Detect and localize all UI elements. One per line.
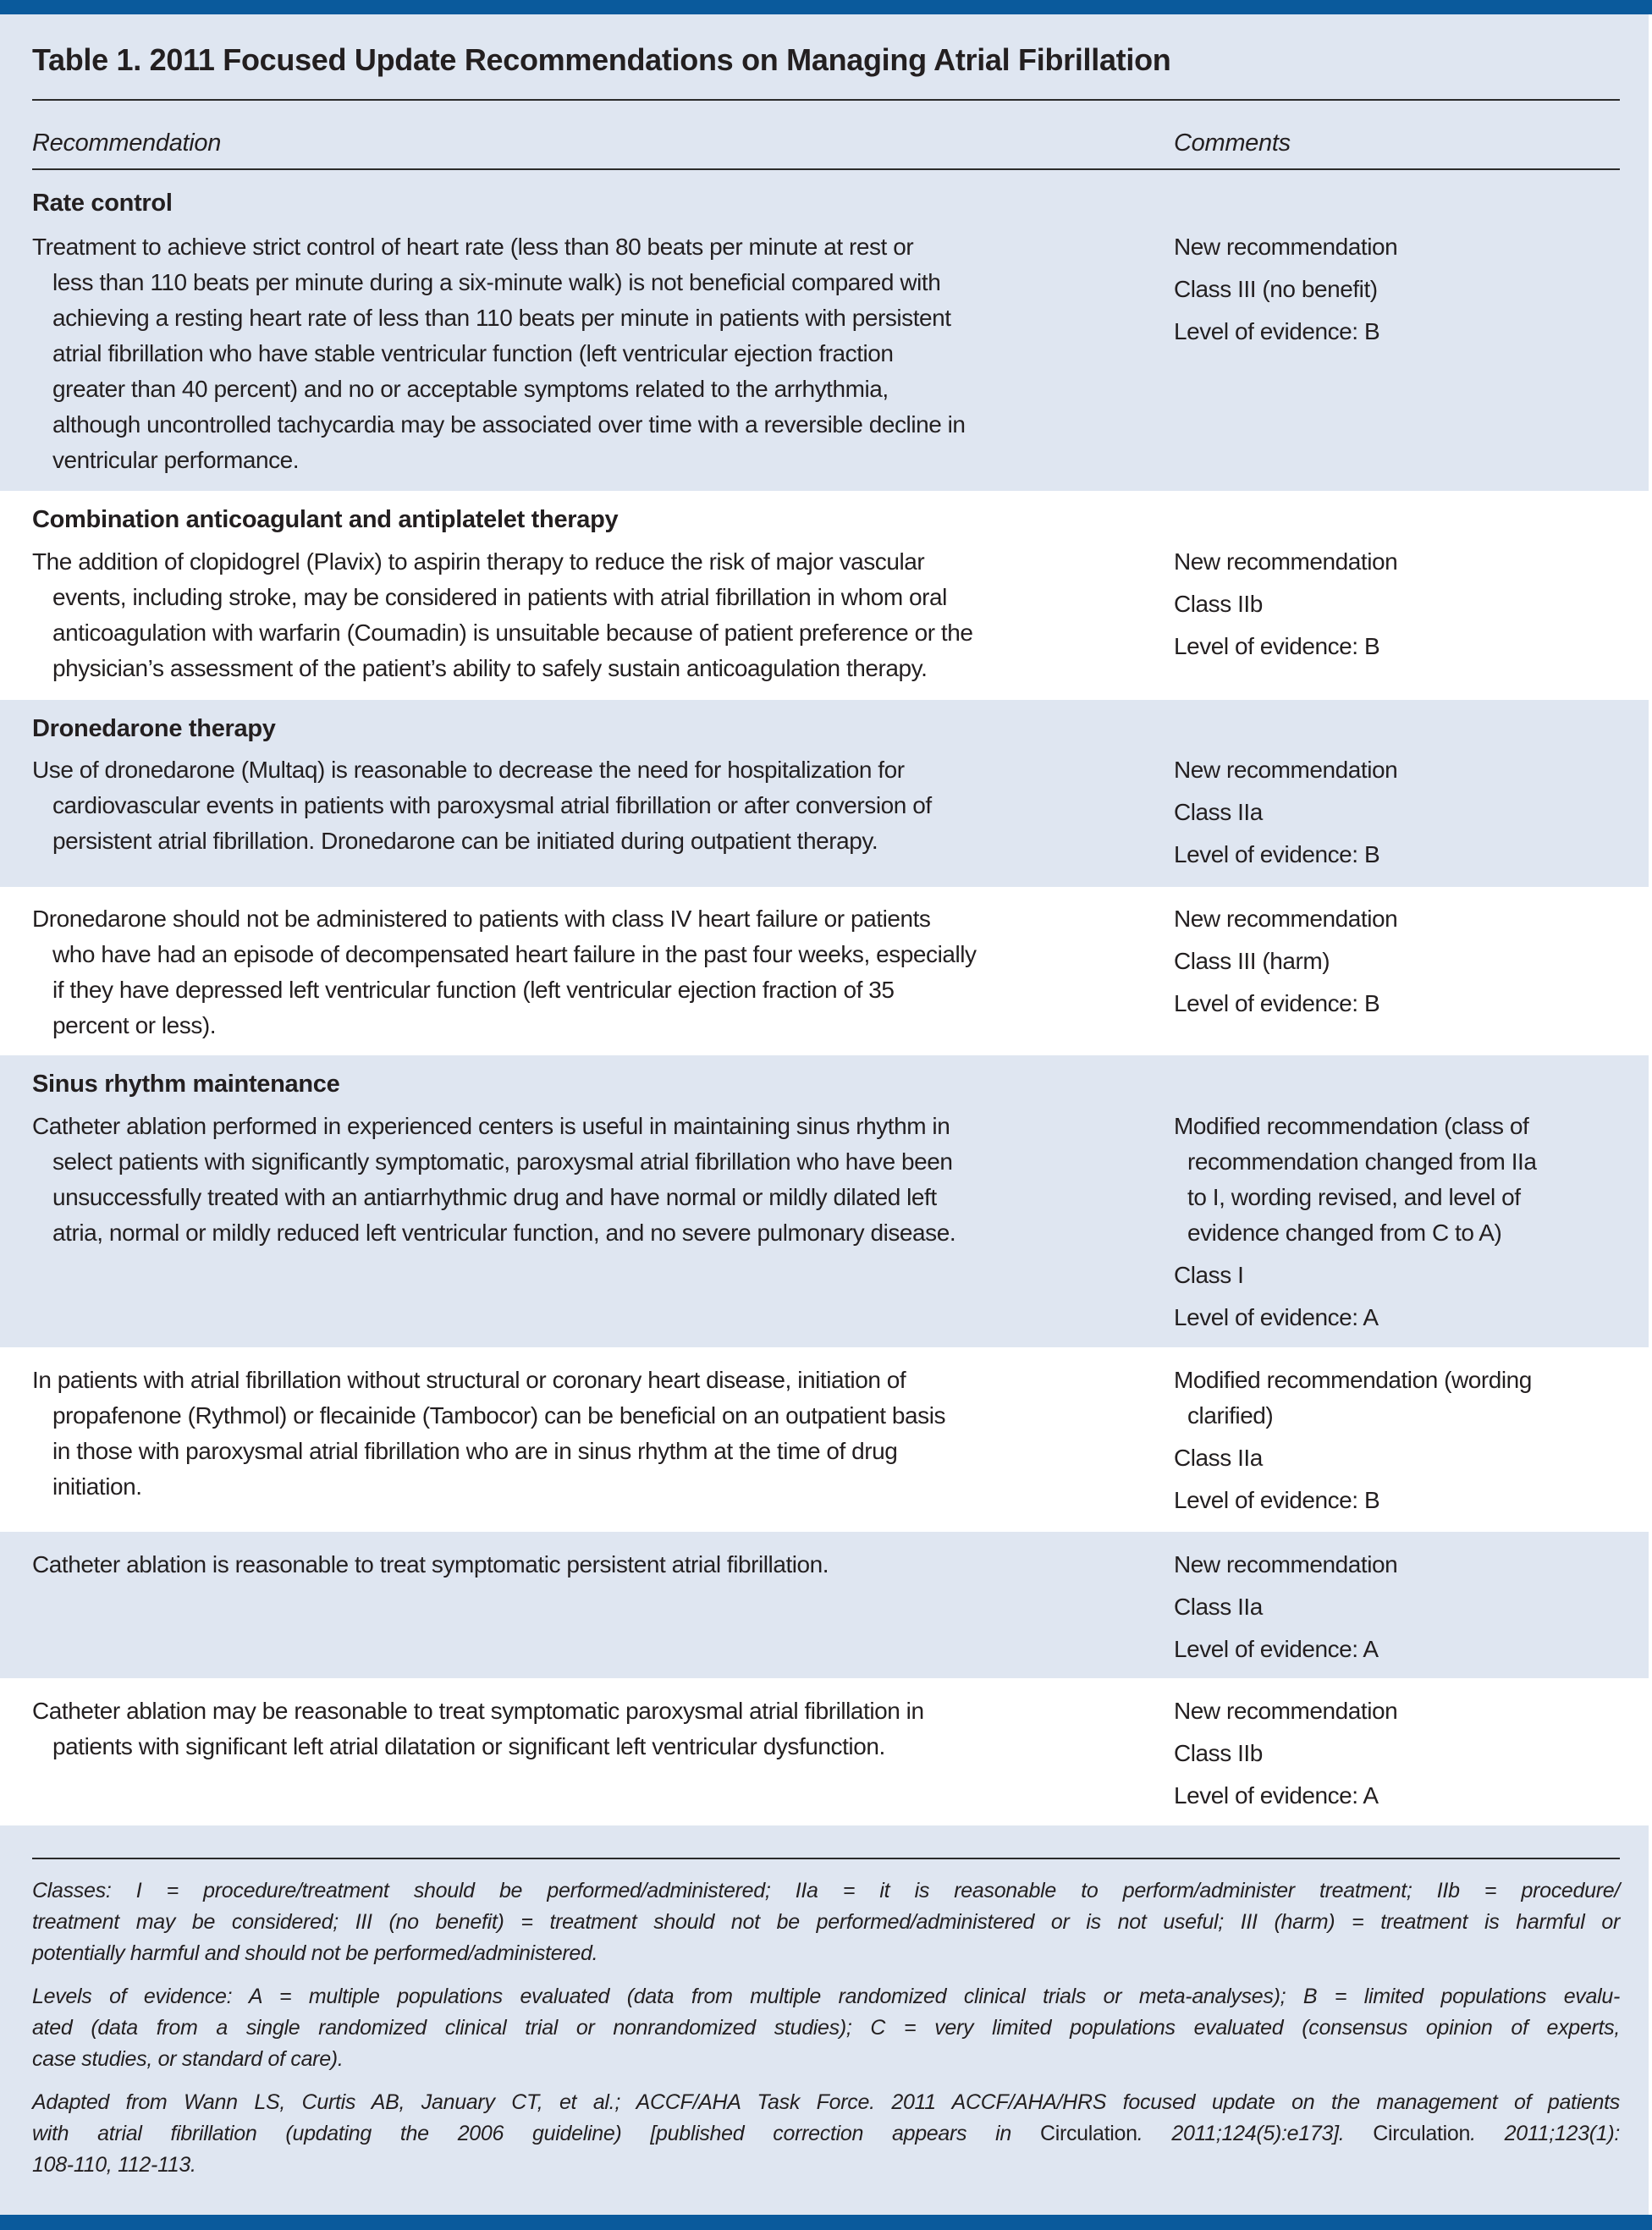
comment-status <box>1174 1547 1614 1583</box>
footnote-rule <box>32 1858 1620 1859</box>
comment-line: Level of evidence: A <box>1174 1782 1379 1809</box>
comment-class <box>1174 1736 1614 1771</box>
recommendation-line: In patients with atrial fibrillation without structural or coronary heart disease, initiation of <box>32 1367 906 1393</box>
comment-line: Modified recommendation (class of <box>1174 1113 1529 1139</box>
recommendation-cell <box>32 752 1132 859</box>
comments-cell <box>1174 1109 1614 1342</box>
comment-evidence-level <box>1174 837 1614 873</box>
comment-line: Class IIa <box>1174 1445 1263 1471</box>
comment-line: Class III (no benefit) <box>1174 276 1378 302</box>
comment-status <box>1174 752 1614 788</box>
recommendation-cell <box>32 544 1132 686</box>
recommendation-line: Catheter ablation is reasonable to treat symptomatic persistent atrial fibrillation. <box>32 1551 829 1578</box>
footnote-line: Levels of evidence: A = multiple populations evaluated (data from multiple randomized clinical trials or meta-analyses); B = limited populations evalu- <box>32 1985 1620 2008</box>
recommendation-line: persistent atrial fibrillation. Dronedarone can be initiated during outpatient therapy. <box>52 828 878 854</box>
recommendation-line: Dronedarone should not be administered to patients with class IV heart failure or patients <box>32 906 931 932</box>
comment-line: New recommendation <box>1174 906 1398 932</box>
header-rule <box>32 168 1620 170</box>
source-text: with atrial fibrillation (updating the 2006 guideline) [published correction appears in <box>32 2122 1040 2145</box>
footnote-line: Adapted from Wann LS, Curtis AB, January CT, et al.; ACCF/AHA Task Force. 2011 ACCF/AHA/HRS focused update on the management of patients <box>32 2090 1620 2114</box>
comments-cell <box>1174 901 1614 1028</box>
footnote-line: case studies, or standard of care). <box>32 2047 344 2071</box>
comment-line: Class I <box>1174 1262 1244 1288</box>
footnote-levels <box>32 1981 1620 2075</box>
comment-status <box>1174 1109 1614 1251</box>
comment-line: New recommendation <box>1174 234 1398 260</box>
section-title-rate-control: Rate control <box>32 190 173 217</box>
comments-cell <box>1174 544 1614 671</box>
footnote-line: Classes: I = procedure/treatment should be performed/administered; IIa = it is reasonable to perform/administer treatment; IIb = procedure/ <box>32 1879 1620 1902</box>
comment-status <box>1174 544 1614 580</box>
comment-status <box>1174 1363 1614 1434</box>
footnote-line: ated (data from a single randomized clinical trial or nonrandomized studies); C = very limited populations evaluated (consensus opinion of experts, <box>32 2016 1620 2040</box>
comment-status <box>1174 229 1614 265</box>
column-header-comments: Comments <box>1174 129 1291 157</box>
recommendation-line: ventricular performance. <box>52 447 300 473</box>
journal-name: Circulation <box>1039 2122 1137 2145</box>
footnote-line <box>32 2118 1620 2150</box>
comment-line: Class III (harm) <box>1174 948 1330 974</box>
comments-cell <box>1174 1363 1614 1525</box>
comment-class <box>1174 795 1614 830</box>
recommendation-line: select patients with significantly symptomatic, paroxysmal atrial fibrillation who have been <box>52 1148 953 1175</box>
comment-line: Level of evidence: B <box>1174 633 1380 659</box>
recommendation-cell <box>32 1109 1132 1251</box>
comment-line: Class IIa <box>1174 1594 1263 1620</box>
recommendation-line: atrial fibrillation who have stable ventricular function (left ventricular ejection fraction <box>52 340 894 366</box>
recommendation-line: less than 110 beats per minute during a six-minute walk) is not beneficial compared with <box>52 269 941 295</box>
comment-line: Level of evidence: A <box>1174 1636 1379 1662</box>
comment-class <box>1174 1440 1614 1476</box>
comment-line: New recommendation <box>1174 548 1398 575</box>
comment-evidence-level <box>1174 1778 1614 1814</box>
comment-line: evidence changed from C to A) <box>1187 1220 1502 1246</box>
comment-line: Class IIb <box>1174 591 1263 617</box>
comment-line: Level of evidence: B <box>1174 990 1380 1016</box>
comments-cell <box>1174 1693 1614 1820</box>
comment-line: Level of evidence: B <box>1174 841 1380 867</box>
comment-line: New recommendation <box>1174 1551 1398 1578</box>
comment-evidence-level <box>1174 986 1614 1021</box>
comment-evidence-level <box>1174 314 1614 350</box>
recommendation-line: patients with significant left atrial dilatation or significant left ventricular dysfunction. <box>52 1733 885 1759</box>
recommendation-line: Catheter ablation may be reasonable to treat symptomatic paroxysmal atrial fibrillation in <box>32 1698 924 1724</box>
comment-evidence-level <box>1174 629 1614 664</box>
recommendation-line: cardiovascular events in patients with paroxysmal atrial fibrillation or after conversion of <box>52 792 932 818</box>
comment-line: Level of evidence: B <box>1174 1487 1380 1513</box>
bottom-accent-bar <box>0 2215 1652 2230</box>
footnote-line: potentially harmful and should not be performed/administered. <box>32 1941 598 1965</box>
comment-evidence-level <box>1174 1300 1614 1335</box>
column-header-recommendation: Recommendation <box>32 129 222 157</box>
recommendation-cell <box>32 1547 1132 1583</box>
footnote-classes <box>32 1875 1620 1969</box>
source-text: . 2011;123(1): <box>1470 2122 1621 2145</box>
title-rule <box>32 99 1620 101</box>
comment-evidence-level <box>1174 1483 1614 1518</box>
recommendation-line: events, including stroke, may be considered in patients with atrial fibrillation in whom oral <box>52 584 947 610</box>
comments-cell <box>1174 752 1614 879</box>
top-accent-bar <box>0 0 1652 14</box>
comment-class <box>1174 1589 1614 1625</box>
recommendation-cell <box>32 1693 1132 1765</box>
recommendation-line: if they have depressed left ventricular function (left ventricular ejection fraction of 35 <box>52 977 895 1003</box>
recommendation-line: who have had an episode of decompensated heart failure in the past four weeks, especially <box>52 941 977 967</box>
source-text: . 2011;124(5):e173]. <box>1137 2122 1374 2145</box>
recommendation-line: unsuccessfully treated with an antiarrhythmic drug and have normal or mildly dilated left <box>52 1184 937 1210</box>
comments-cell <box>1174 229 1614 356</box>
journal-name: Circulation <box>1373 2122 1471 2145</box>
recommendation-line: The addition of clopidogrel (Plavix) to aspirin therapy to reduce the risk of major vascular <box>32 548 925 575</box>
comment-line: Level of evidence: A <box>1174 1304 1379 1330</box>
section-title-sinus-rhythm: Sinus rhythm maintenance <box>32 1071 340 1098</box>
recommendation-line: Treatment to achieve strict control of heart rate (less than 80 beats per minute at rest or <box>32 234 914 260</box>
comment-line: clarified) <box>1187 1402 1274 1429</box>
comment-class <box>1174 944 1614 979</box>
footnote-line: 108-110, 112-113. <box>32 2153 196 2177</box>
recommendation-cell <box>32 1363 1132 1505</box>
comment-line: Level of evidence: B <box>1174 318 1380 344</box>
comment-class <box>1174 1258 1614 1293</box>
comment-line: New recommendation <box>1174 1698 1398 1724</box>
comments-cell <box>1174 1547 1614 1674</box>
comment-class <box>1174 586 1614 622</box>
section-title-dronedarone: Dronedarone therapy <box>32 715 276 742</box>
section-title-combination: Combination anticoagulant and antiplatelet therapy <box>32 506 619 533</box>
comment-evidence-level <box>1174 1632 1614 1667</box>
comment-class <box>1174 272 1614 307</box>
footnote-line: treatment may be considered; III (no benefit) = treatment should not be performed/administered or is not useful; III (harm) = treatment is harmful or <box>32 1910 1620 1934</box>
recommendation-line: Use of dronedarone (Multaq) is reasonable to decrease the need for hospitalization for <box>32 757 905 783</box>
table-title: Table 1. 2011 Focused Update Recommendations on Managing Atrial Fibrillation <box>32 42 1171 77</box>
recommendation-line: although uncontrolled tachycardia may be associated over time with a reversible decline in <box>52 411 966 438</box>
comment-status <box>1174 1693 1614 1729</box>
recommendation-cell <box>32 229 1132 478</box>
comment-line: recommendation changed from IIa <box>1187 1148 1537 1175</box>
comment-line: to I, wording revised, and level of <box>1187 1184 1521 1210</box>
recommendation-line: greater than 40 percent) and no or acceptable symptoms related to the arrhythmia, <box>52 376 889 402</box>
recommendation-line: initiation. <box>52 1473 142 1500</box>
comment-line: Class IIa <box>1174 799 1263 825</box>
recommendation-line: propafenone (Rythmol) or flecainide (Tambocor) can be beneficial on an outpatient basis <box>52 1402 946 1429</box>
recommendation-line: percent or less). <box>52 1012 217 1038</box>
recommendation-cell <box>32 901 1132 1043</box>
recommendation-line: in those with paroxysmal atrial fibrillation who are in sinus rhythm at the time of drug <box>52 1438 898 1464</box>
recommendation-line: anticoagulation with warfarin (Coumadin) is unsuitable because of patient preference or the <box>52 619 973 646</box>
recommendation-line: Catheter ablation performed in experienced centers is useful in maintaining sinus rhythm in <box>32 1113 950 1139</box>
comment-line: Class IIb <box>1174 1740 1263 1766</box>
recommendation-line: achieving a resting heart rate of less than 110 beats per minute in patients with persistent <box>52 305 951 331</box>
recommendation-line: physician’s assessment of the patient’s ability to safely sustain anticoagulation therapy. <box>52 655 928 681</box>
comment-line: Modified recommendation (wording <box>1174 1367 1532 1393</box>
comment-status <box>1174 901 1614 937</box>
footnote-source <box>32 2087 1620 2181</box>
comment-line: New recommendation <box>1174 757 1398 783</box>
recommendation-line: atria, normal or mildly reduced left ventricular function, and no severe pulmonary disease. <box>52 1220 956 1246</box>
